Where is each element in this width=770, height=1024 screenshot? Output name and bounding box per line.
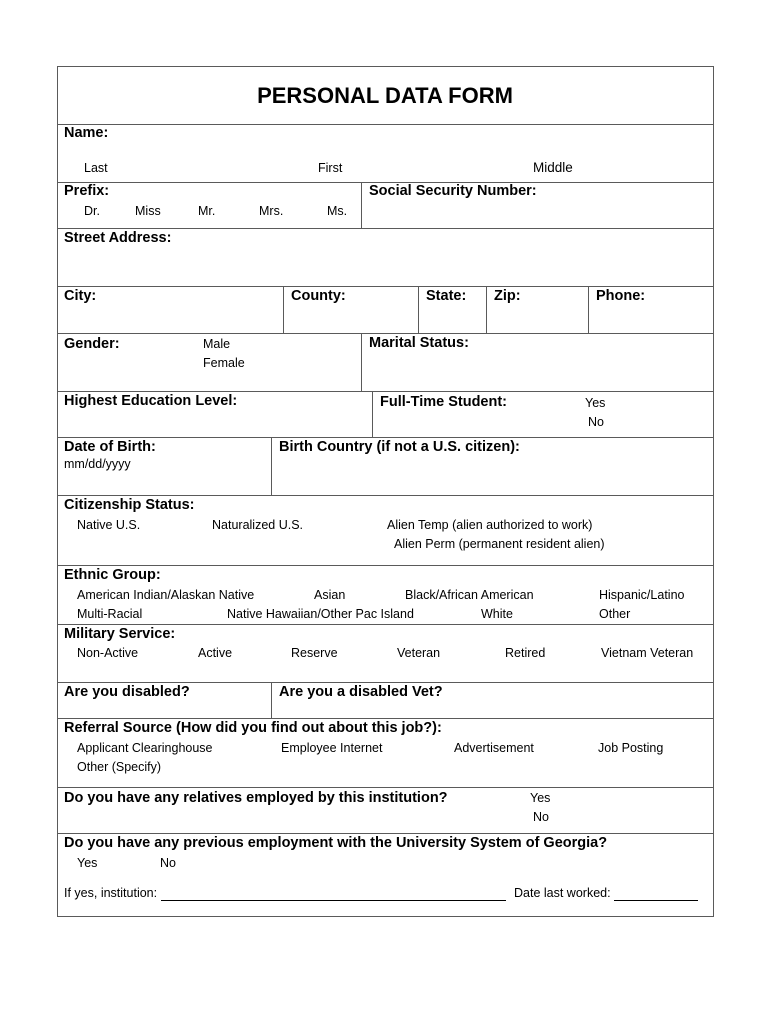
citizenship-option-naturalized[interactable]: Naturalized U.S.: [212, 518, 304, 532]
gender-option-male[interactable]: Male: [203, 337, 231, 351]
prefix-label: Prefix:: [64, 183, 110, 199]
gender-option-female[interactable]: Female: [203, 356, 245, 370]
institution-label: If yes, institution:: [64, 886, 158, 900]
relatives-option-no[interactable]: No: [533, 810, 549, 824]
ethnic-option-native-hawaiian[interactable]: Native Hawaiian/Other Pac Island: [227, 607, 414, 621]
student-option-yes[interactable]: Yes: [585, 396, 606, 410]
divider-prefix-ssn: [361, 182, 362, 228]
military-option-non-active[interactable]: Non-Active: [77, 646, 139, 660]
date-last-worked-label: Date last worked:: [514, 886, 611, 900]
prefix-option-dr[interactable]: Dr.: [84, 204, 100, 218]
rule-prefix: [57, 228, 714, 229]
military-option-retired[interactable]: Retired: [505, 646, 546, 660]
prefix-option-ms[interactable]: Ms.: [327, 204, 348, 218]
rule-address: [57, 286, 714, 287]
street-address-label: Street Address:: [64, 230, 172, 246]
county-label: County:: [291, 288, 346, 304]
divider-state-zip: [486, 286, 487, 333]
ethnic-option-multi-racial[interactable]: Multi-Racial: [77, 607, 143, 621]
rule-gender: [57, 391, 714, 392]
previous-employment-label: Do you have any previous employment with the University System of Georgia?: [64, 835, 608, 851]
rule-ethnic: [57, 624, 714, 625]
divider-education-student: [372, 391, 373, 437]
previous-employment-option-yes[interactable]: Yes: [77, 856, 98, 870]
referral-option-employee-internet[interactable]: Employee Internet: [281, 741, 383, 755]
city-label: City:: [64, 288, 97, 304]
ethnic-group-label: Ethnic Group:: [64, 567, 161, 583]
ethnic-option-asian[interactable]: Asian: [314, 588, 346, 602]
referral-option-job-posting[interactable]: Job Posting: [598, 741, 664, 755]
divider-dob-country: [271, 437, 272, 495]
birth-country-label: Birth Country (if not a U.S. citizen):: [279, 439, 520, 455]
military-option-vietnam-veteran[interactable]: Vietnam Veteran: [601, 646, 694, 660]
name-first-caption: First: [318, 161, 343, 175]
ethnic-option-black[interactable]: Black/African American: [405, 588, 534, 602]
prefix-option-miss[interactable]: Miss: [135, 204, 161, 218]
disabled-vet-label: Are you a disabled Vet?: [279, 684, 443, 700]
zip-label: Zip:: [494, 288, 521, 304]
ssn-label: Social Security Number:: [369, 183, 537, 199]
ethnic-option-american-indian[interactable]: American Indian/Alaskan Native: [77, 588, 255, 602]
citizenship-label: Citizenship Status:: [64, 497, 195, 513]
ethnic-option-other[interactable]: Other: [599, 607, 631, 621]
rule-city: [57, 333, 714, 334]
prefix-option-mr[interactable]: Mr.: [198, 204, 216, 218]
rule-military: [57, 682, 714, 683]
previous-employment-option-no[interactable]: No: [160, 856, 176, 870]
full-time-student-label: Full-Time Student:: [380, 394, 508, 410]
disabled-label: Are you disabled?: [64, 684, 190, 700]
prefix-option-mrs[interactable]: Mrs.: [259, 204, 284, 218]
rule-education: [57, 437, 714, 438]
rule-dob: [57, 495, 714, 496]
military-label: Military Service:: [64, 626, 176, 642]
state-label: State:: [426, 288, 467, 304]
referral-option-advertisement[interactable]: Advertisement: [454, 741, 534, 755]
relatives-option-yes[interactable]: Yes: [530, 791, 551, 805]
rule-title: [57, 124, 714, 125]
citizenship-option-alien-temp[interactable]: Alien Temp (alien authorized to work): [387, 518, 593, 532]
name-middle-caption: Middle: [533, 160, 573, 175]
military-option-veteran[interactable]: Veteran: [397, 646, 441, 660]
dob-label: Date of Birth:: [64, 439, 156, 455]
rule-disabled: [57, 718, 714, 719]
marital-status-label: Marital Status:: [369, 335, 469, 351]
gender-label: Gender:: [64, 336, 120, 352]
name-label: Name:: [64, 125, 109, 141]
rule-relatives: [57, 833, 714, 834]
relatives-label: Do you have any relatives employed by this institution?: [64, 790, 448, 806]
date-last-worked-input-line[interactable]: [614, 900, 698, 901]
divider-disabled: [271, 682, 272, 718]
phone-label: Phone:: [596, 288, 646, 304]
referral-label: Referral Source (How did you find out about this job?):: [64, 720, 442, 736]
divider-zip-phone: [588, 286, 589, 333]
dob-format-hint: mm/dd/yyyy: [64, 457, 131, 471]
divider-gender-marital: [361, 333, 362, 391]
military-option-active[interactable]: Active: [198, 646, 233, 660]
education-label: Highest Education Level:: [64, 393, 238, 409]
referral-option-clearinghouse[interactable]: Applicant Clearinghouse: [77, 741, 213, 755]
page-title: PERSONAL DATA FORM: [257, 83, 513, 108]
ethnic-option-white[interactable]: White: [481, 607, 513, 621]
citizenship-option-native[interactable]: Native U.S.: [77, 518, 141, 532]
citizenship-option-alien-perm[interactable]: Alien Perm (permanent resident alien): [394, 537, 605, 551]
name-last-caption: Last: [84, 161, 108, 175]
ethnic-option-hispanic[interactable]: Hispanic/Latino: [599, 588, 685, 602]
referral-option-other[interactable]: Other (Specify): [77, 760, 162, 774]
student-option-no[interactable]: No: [588, 415, 604, 429]
divider-city-county: [283, 286, 284, 333]
rule-referral: [57, 787, 714, 788]
institution-input-line[interactable]: [161, 900, 506, 901]
rule-citizenship: [57, 565, 714, 566]
military-option-reserve[interactable]: Reserve: [291, 646, 338, 660]
divider-county-state: [418, 286, 419, 333]
